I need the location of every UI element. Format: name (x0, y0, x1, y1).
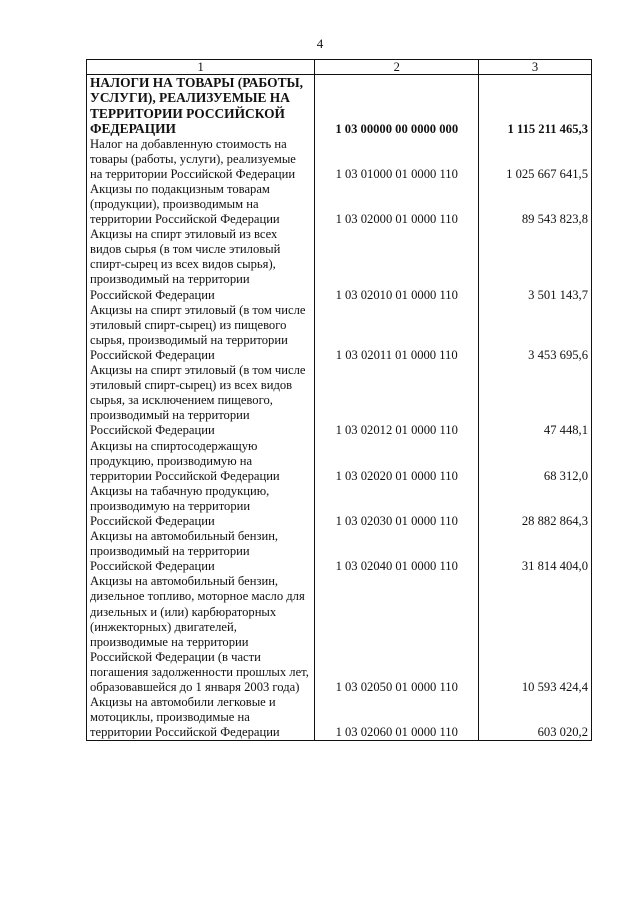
column-header-2: 2 (315, 60, 479, 75)
row-amount: 89 543 823,8 (479, 182, 592, 227)
row-name: Акцизы на табачную продукцию, производимую на территории Российской Федерации (87, 484, 315, 529)
row-name: Налог на добавленную стоимость на товары (работы, услуги), реализуемые на территории Российской Федерации (87, 137, 315, 182)
row-code: 1 03 02020 01 0000 110 (315, 439, 479, 484)
row-code: 1 03 02040 01 0000 110 (315, 529, 479, 574)
row-name: Акцизы на спирт этиловый (в том числе этиловый спирт-сырец) из пищевого сырья, производимый на территории Российской Федерации (87, 303, 315, 363)
row-code: 1 03 00000 00 0000 000 (315, 75, 479, 137)
table-row (87, 439, 592, 484)
row-code: 1 03 01000 01 0000 110 (315, 137, 479, 182)
row-name: Акцизы на спирт этиловый из всех видов сырья (в том числе этиловый спирт-сырец из всех видов сырья), производимый на территории Российской Федерации (87, 227, 315, 302)
row-amount: 68 312,0 (479, 439, 592, 484)
row-amount: 31 814 404,0 (479, 529, 592, 574)
row-name: Акцизы на автомобили легковые и мотоциклы, производимые на территории Российской Федерации (87, 695, 315, 741)
row-name: НАЛОГИ НА ТОВАРЫ (РАБОТЫ, УСЛУГИ), РЕАЛИЗУЕМЫЕ НА ТЕРРИТОРИИ РОССИЙСКОЙ ФЕДЕРАЦИИ (87, 75, 315, 137)
row-amount: 47 448,1 (479, 363, 592, 438)
row-name: Акцизы на автомобильный бензин, производимый на территории Российской Федерации (87, 529, 315, 574)
table-row (87, 695, 592, 741)
table-row (87, 227, 592, 302)
table-row (87, 363, 592, 438)
row-code: 1 03 02060 01 0000 110 (315, 695, 479, 741)
row-name: Акцизы на спиртосодержащую продукцию, производимую на территории Российской Федерации (87, 439, 315, 484)
row-name: Акцизы по подакцизным товарам (продукции), производимым на территории Российской Федерации (87, 182, 315, 227)
table-row (87, 182, 592, 227)
column-header-3: 3 (479, 60, 592, 75)
row-amount: 10 593 424,4 (479, 574, 592, 695)
table-row (87, 303, 592, 363)
row-amount: 3 453 695,6 (479, 303, 592, 363)
table-header-row (87, 60, 592, 75)
row-amount: 3 501 143,7 (479, 227, 592, 302)
column-header-1: 1 (87, 60, 315, 75)
budget-table (86, 59, 592, 741)
table-row (87, 529, 592, 574)
table-row (87, 574, 592, 695)
table-row (87, 75, 592, 137)
row-code: 1 03 02011 01 0000 110 (315, 303, 479, 363)
table-row (87, 137, 592, 182)
table-row (87, 484, 592, 529)
row-code: 1 03 02050 01 0000 110 (315, 574, 479, 695)
row-code: 1 03 02010 01 0000 110 (315, 227, 479, 302)
row-amount: 603 020,2 (479, 695, 592, 741)
row-code: 1 03 02030 01 0000 110 (315, 484, 479, 529)
page-number: 4 (316, 36, 324, 51)
row-code: 1 03 02000 01 0000 110 (315, 182, 479, 227)
row-amount: 28 882 864,3 (479, 484, 592, 529)
row-name: Акцизы на автомобильный бензин, дизельное топливо, моторное масло для дизельных и (или) карбюраторных (инжекторных) двигателей, производимые на территории Российской Федерации (в части погашения задолженности прошлых лет, образовавшейся до 1 января 2003 года) (87, 574, 315, 695)
row-amount: 1 025 667 641,5 (479, 137, 592, 182)
row-code: 1 03 02012 01 0000 110 (315, 363, 479, 438)
row-amount: 1 115 211 465,3 (479, 75, 592, 137)
row-name: Акцизы на спирт этиловый (в том числе этиловый спирт-сырец) из всех видов сырья, за исключением пищевого, производимый на территории Российской Федерации (87, 363, 315, 438)
